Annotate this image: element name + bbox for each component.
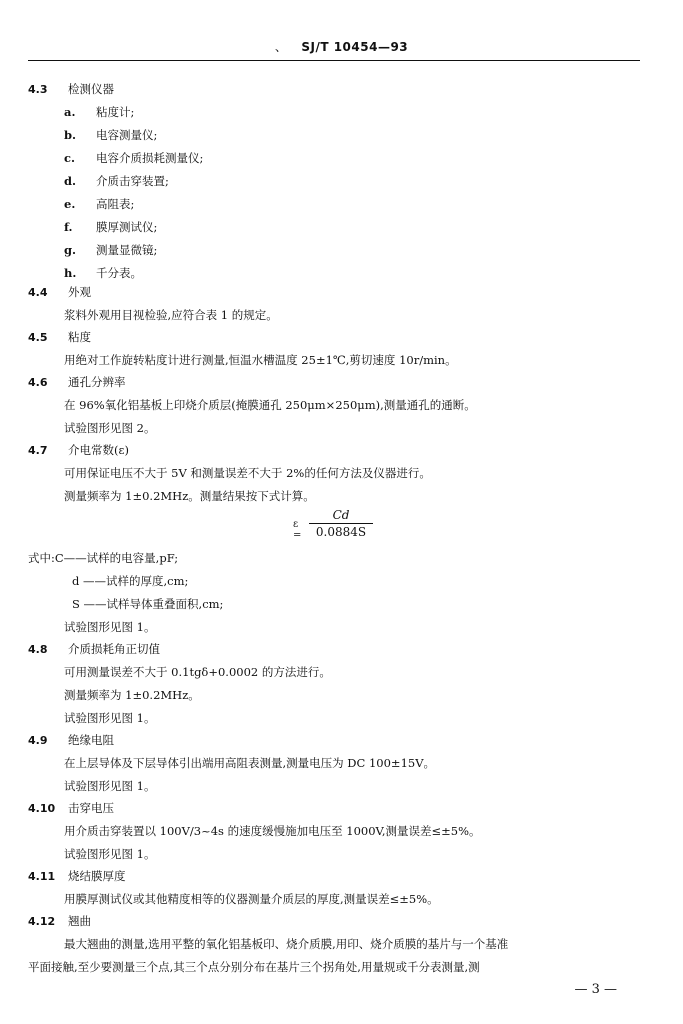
section-number: 4.10	[28, 802, 56, 815]
paragraph: 试验图形见图 1。	[64, 711, 156, 725]
list-item	[64, 197, 134, 211]
fraction-bar	[309, 523, 373, 524]
section-title: 介电常数(ε)	[68, 443, 129, 457]
paragraph: 用绝对工作旋转粘度计进行测量,恒温水槽温度 25±1℃,剪切速度 10r/min。	[64, 353, 457, 367]
list-item	[64, 105, 134, 119]
section-title: 通孔分辨率	[68, 375, 126, 389]
list-item	[64, 243, 157, 257]
where-label: 式中:	[28, 551, 55, 565]
where-line	[28, 551, 178, 565]
section-4-8-heading	[28, 642, 160, 657]
formula-denominator: 0.0884S	[315, 525, 367, 539]
section-number: 4.9	[28, 734, 48, 747]
list-text: 电容测量仪;	[96, 128, 158, 142]
list-item	[64, 174, 169, 188]
section-4-7-heading	[28, 443, 129, 458]
list-text: 测量显微镜;	[96, 243, 158, 257]
list-item	[64, 220, 157, 234]
paragraph: 最大翘曲的测量,选用平整的氧化铝基板印、烧介质膜,用印、烧介质膜的基片与一个基准	[64, 937, 509, 951]
paragraph: 用介质击穿装置以 100V/3~4s 的速度缓慢施加电压至 1000V,测量误差≤±5%。	[64, 824, 481, 838]
section-4-6-heading	[28, 375, 126, 390]
section-title: 介质损耗角正切值	[68, 642, 160, 656]
paragraph: 试验图形见图 2。	[64, 421, 156, 435]
list-letter: a.	[64, 105, 76, 119]
page-number: — 3 —	[574, 982, 617, 997]
section-title: 外观	[68, 285, 91, 299]
section-title: 绝缘电阻	[68, 733, 114, 747]
section-number: 4.3	[28, 83, 48, 96]
list-letter: h.	[64, 266, 77, 280]
list-text: 电容介质损耗测量仪;	[96, 151, 204, 165]
section-4-11-heading	[28, 869, 126, 884]
section-number: 4.8	[28, 643, 48, 656]
section-title: 粘度	[68, 330, 91, 344]
list-text: 介质击穿装置;	[96, 174, 169, 188]
section-number: 4.12	[28, 915, 56, 928]
paragraph: 测量频率为 1±0.2MHz。	[64, 688, 200, 702]
symbol-definition: C——试样的电容量,pF;	[54, 551, 179, 565]
symbol-definition: d ——试样的厚度,cm;	[72, 574, 189, 588]
section-title: 击穿电压	[68, 801, 114, 815]
paragraph: 在上层导体及下层导体引出端用高阻表测量,测量电压为 DC 100±15V。	[64, 756, 436, 770]
section-number: 4.7	[28, 444, 48, 457]
section-title: 烧结膜厚度	[68, 869, 126, 883]
paragraph: 浆料外观用目视检验,应符合表 1 的规定。	[64, 308, 278, 322]
standard-code: SJ/T 10454—93	[301, 40, 409, 54]
paragraph: 用膜厚测试仪或其他精度相等的仪器测量介质层的厚度,测量误差≤±5%。	[64, 892, 439, 906]
paragraph: 试验图形见图 1。	[64, 847, 156, 861]
list-letter: e.	[64, 197, 76, 211]
paragraph: 平面接触,至少要测量三个点,其三个点分别分布在基片三个拐角处,用量规或千分表测量,测	[28, 960, 480, 974]
list-text: 粘度计;	[96, 105, 135, 119]
list-item	[64, 266, 142, 280]
paragraph: 试验图形见图 1。	[64, 620, 156, 634]
paragraph: 试验图形见图 1。	[64, 779, 156, 793]
formula-lhs: ε =	[293, 519, 302, 541]
list-item	[64, 151, 203, 165]
section-title: 检测仪器	[68, 82, 114, 96]
list-letter: b.	[64, 128, 77, 142]
list-letter: c.	[64, 151, 76, 165]
section-number: 4.4	[28, 286, 48, 299]
list-letter: f.	[64, 220, 73, 234]
paragraph: 测量频率为 1±0.2MHz。测量结果按下式计算。	[64, 489, 315, 503]
list-text: 高阻表;	[96, 197, 135, 211]
list-text: 膜厚测试仪;	[96, 220, 158, 234]
symbol-definition: S ——试样导体重叠面积,cm;	[72, 597, 224, 611]
formula-fraction	[309, 508, 373, 539]
section-4-4-heading	[28, 285, 91, 300]
paragraph: 在 96%氧化铝基板上印烧介质层(掩膜通孔 250μm×250μm),测量通孔的通断。	[64, 398, 476, 412]
list-letter: g.	[64, 243, 77, 257]
section-number: 4.6	[28, 376, 48, 389]
formula-numerator: Cd	[332, 508, 350, 522]
list-letter: d.	[64, 174, 77, 188]
list-text: 千分表。	[96, 266, 142, 280]
paragraph: 可用测量误差不大于 0.1tgδ+0.0002 的方法进行。	[64, 665, 331, 679]
section-4-3-heading	[28, 82, 114, 97]
section-4-5-heading	[28, 330, 91, 345]
paragraph: 可用保证电压不大于 5V 和测量误差不大于 2%的任何方法及仪器进行。	[64, 466, 431, 480]
section-4-9-heading	[28, 733, 114, 748]
section-title: 翘曲	[68, 914, 91, 928]
list-item	[64, 128, 157, 142]
section-4-12-heading	[28, 914, 91, 929]
section-4-10-heading	[28, 801, 114, 816]
section-number: 4.5	[28, 331, 48, 344]
page-header	[0, 38, 683, 55]
section-number: 4.11	[28, 870, 56, 883]
header-mark: 、	[274, 40, 288, 54]
header-rule	[28, 60, 640, 61]
